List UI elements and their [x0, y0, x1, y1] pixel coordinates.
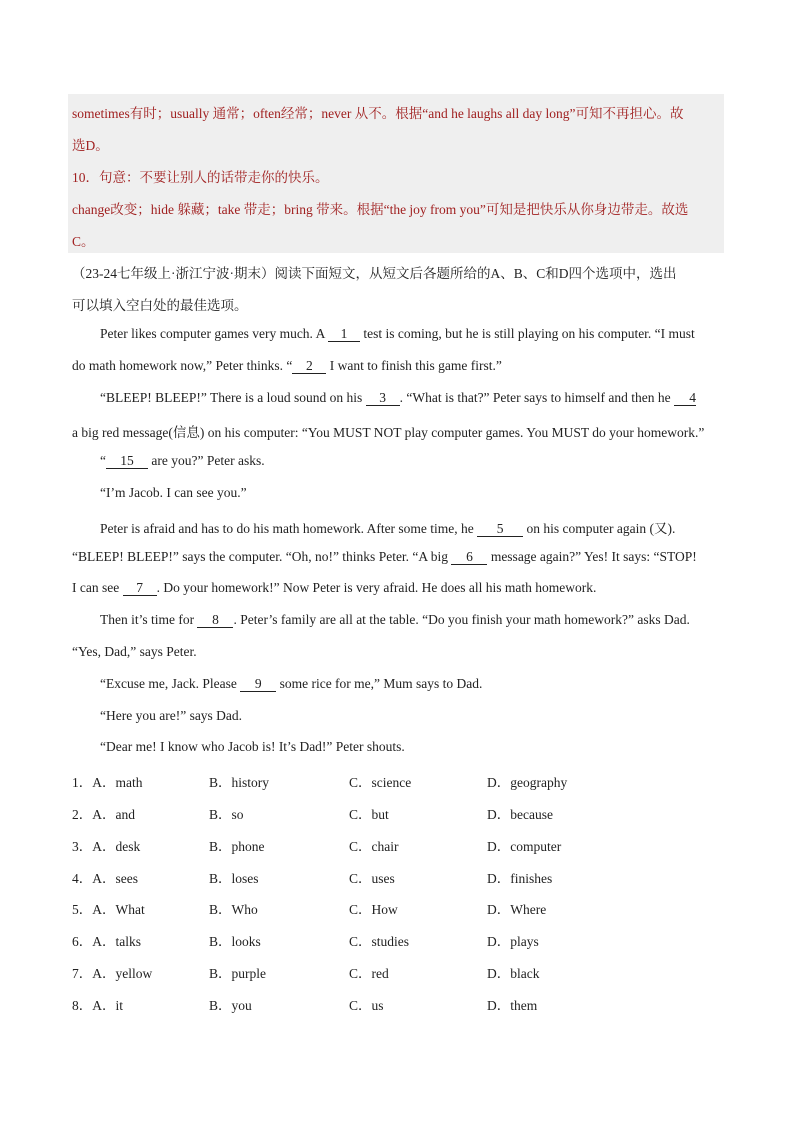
- option-c: C．science: [349, 775, 412, 790]
- option-c: C．us: [349, 998, 384, 1013]
- passage-text: . “What is that?” Peter says to himself and then he: [399, 390, 675, 405]
- passage-text: are you?” Peter asks.: [148, 453, 265, 468]
- passage-text: message again?” Yes! It says: “STOP!: [487, 549, 697, 564]
- option-d: D．geography: [487, 775, 568, 790]
- blank-5: 5: [477, 522, 523, 537]
- blank-4: 4: [674, 391, 696, 406]
- passage-line: [100, 612, 722, 628]
- passage-line: [72, 549, 722, 565]
- instruction-line: （23-24七年级上·浙江宁波·期末）阅读下面短文，从短文后各题所给的A、B、C和D四个选项中，选出: [72, 266, 677, 281]
- passage-text: . Do your homework!” Now Peter is very afraid. He does all his math homework.: [156, 580, 597, 595]
- answer-line: C。: [72, 234, 95, 249]
- passage-text: test is coming, but he is still playing on his computer. “I must: [359, 326, 695, 341]
- option-a: 4．A．sees: [72, 871, 138, 886]
- option-d: D．because: [487, 807, 553, 822]
- blank-3: 3: [366, 391, 400, 406]
- option-c: C．studies: [349, 934, 410, 949]
- passage-text: “BLEEP! BLEEP!” says the computer. “Oh, no!” thinks Peter. “A big: [72, 549, 452, 564]
- passage-text: Then it’s time for: [100, 612, 198, 627]
- blank-8: 8: [197, 613, 233, 628]
- passage-text: on his computer again (又).: [523, 521, 676, 536]
- option-b: B．phone: [209, 839, 265, 854]
- passage-text: I can see: [72, 580, 123, 595]
- passage-line: [72, 358, 722, 374]
- option-a: 6．A．talks: [72, 934, 141, 949]
- option-c: C．red: [349, 966, 389, 981]
- option-d: D．finishes: [487, 871, 553, 886]
- passage-text: . Peter’s family are all at the table. “Do you finish your math homework?” asks Dad.: [233, 612, 690, 627]
- option-d: D．them: [487, 998, 538, 1013]
- instruction-line: 可以填入空白处的最佳选项。: [72, 298, 248, 313]
- answer-line: 选D。: [72, 138, 109, 153]
- blank-9: 9: [240, 677, 276, 692]
- option-b: B．so: [209, 807, 244, 822]
- passage-text: some rice for me,” Mum says to Dad.: [276, 676, 483, 691]
- passage-line: “Yes, Dad,” says Peter.: [72, 644, 197, 659]
- option-d: D．plays: [487, 934, 539, 949]
- option-b: B．history: [209, 775, 270, 790]
- blank-6: 6: [451, 550, 487, 565]
- passage-text: “BLEEP! BLEEP!” There is a loud sound on his: [100, 390, 366, 405]
- passage-line: [72, 580, 722, 596]
- passage-text: “Excuse me, Jack. Please: [100, 676, 241, 691]
- answer-line: sometimes有时；usually 通常；often经常；never 从不。根据“and he laughs all day long”可知不再担心。故: [72, 106, 684, 121]
- passage-line: “Dear me! I know who Jacob is! It’s Dad!” Peter shouts.: [100, 739, 405, 754]
- passage-line: “Here you are!” says Dad.: [100, 708, 243, 723]
- passage-text: “: [100, 453, 106, 468]
- answer-line: 10．句意：不要让别人的话带走你的快乐。: [72, 170, 329, 185]
- blank-2: 2: [292, 359, 326, 374]
- option-b: B．purple: [209, 966, 266, 981]
- passage-line: “I’m Jacob. I can see you.”: [100, 485, 247, 500]
- option-d: D．black: [487, 966, 540, 981]
- option-b: B．looks: [209, 934, 261, 949]
- passage-text: Peter is afraid and has to do his math homework. After some time, he: [100, 521, 478, 536]
- passage-line: [100, 517, 722, 537]
- option-a: 8．A．it: [72, 998, 124, 1013]
- passage-text: I want to finish this game first.”: [326, 358, 502, 373]
- passage-text: Peter likes computer games very much. A: [100, 326, 328, 341]
- option-c: C．uses: [349, 871, 395, 886]
- option-a: 5．A．What: [72, 902, 145, 917]
- passage-text: do math homework now,” Peter thinks. “: [72, 358, 293, 373]
- option-a: 2．A．and: [72, 807, 135, 822]
- option-a: 7．A．yellow: [72, 966, 153, 981]
- option-b: B．Who: [209, 902, 258, 917]
- passage-line: a big red message(信息) on his computer: “You MUST NOT play computer games. You MUST do your homework.”: [72, 425, 705, 440]
- option-b: B．loses: [209, 871, 259, 886]
- blank-7: 7: [123, 581, 157, 596]
- blank-15: 15: [106, 454, 148, 469]
- option-c: C．but: [349, 807, 389, 822]
- option-a: 1．A．math: [72, 775, 143, 790]
- option-c: C．How: [349, 902, 398, 917]
- option-b: B．you: [209, 998, 252, 1013]
- option-d: D．computer: [487, 839, 562, 854]
- passage-line: [100, 453, 722, 469]
- option-d: D．Where: [487, 902, 547, 917]
- option-a: 3．A．desk: [72, 839, 141, 854]
- answer-line: change改变；hide 躲藏；take 带走；bring 带来。根据“the joy from you”可知是把快乐从你身边带走。故选: [72, 202, 689, 217]
- passage-line: [100, 326, 722, 342]
- passage-line: [100, 676, 722, 692]
- passage-line: [100, 390, 722, 406]
- blank-1: 1: [328, 327, 360, 342]
- option-c: C．chair: [349, 839, 399, 854]
